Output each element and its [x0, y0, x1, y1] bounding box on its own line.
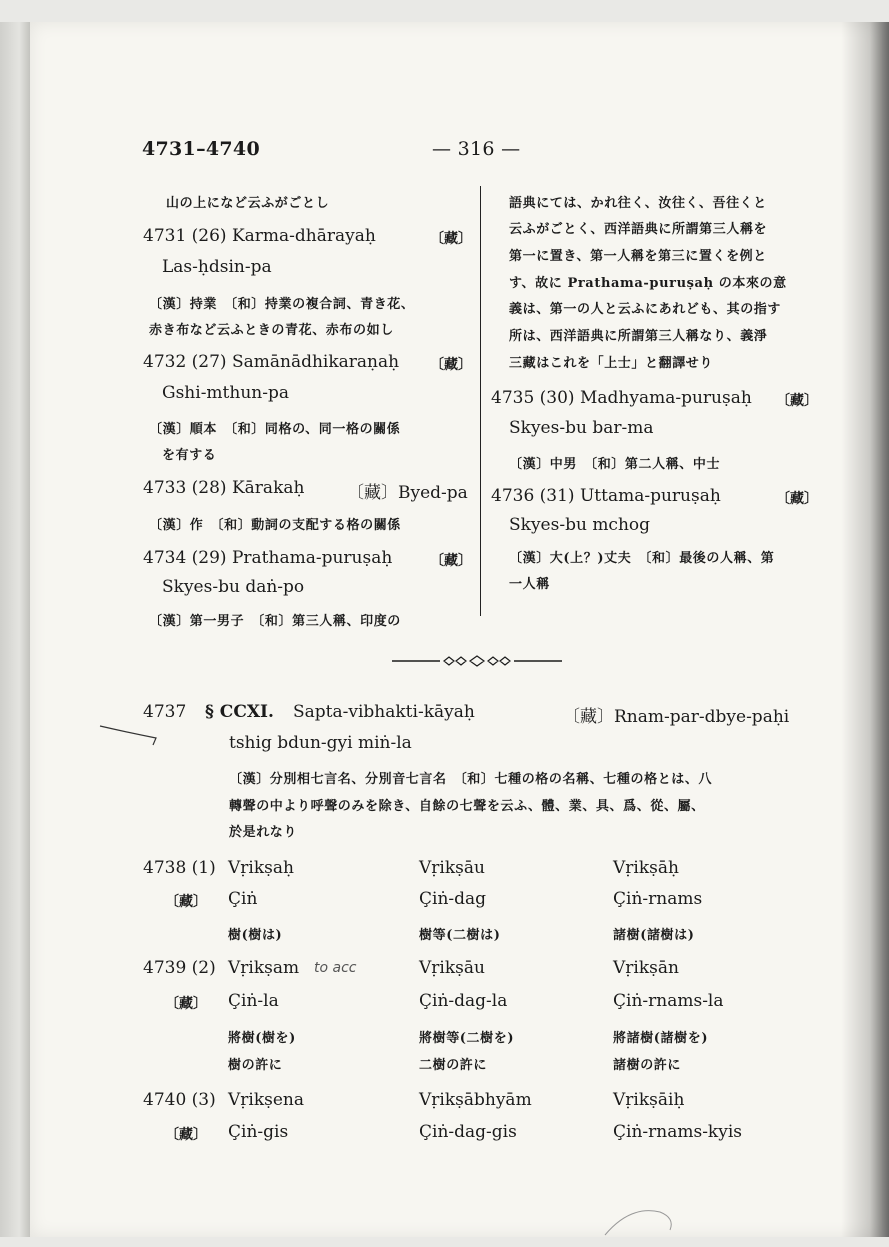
entry-4734-tibetan-tag: 〔藏〕	[430, 553, 472, 569]
entry-4736-heading: 4736 (31) Uttama-puruṣaḥ	[491, 486, 721, 506]
para-line-7: 三藏はこれを「上士」と翻譯せり	[509, 356, 714, 371]
entry-4737-gloss-line1: 〔漢〕分別相七言名、分別音七言名 〔和〕七種の格の名稱、七種の格とは、八	[229, 772, 713, 787]
entry-4734-tibetan: Skyes-bu daṅ-po	[162, 577, 305, 597]
entry-4731-gloss-line2: 赤き布など云ふときの青花、赤布の如し	[149, 323, 394, 338]
entry-4738-singular: Vṛikṣaḥ	[228, 858, 294, 878]
entry-4738-tibetan-dual: Çiṅ-dag	[419, 889, 487, 909]
column-divider	[480, 186, 481, 616]
entry-range-header: 4731–4740	[142, 138, 260, 160]
entry-4731-tibetan-tag: 〔藏〕	[430, 231, 472, 247]
stray-pen-mark	[600, 1200, 690, 1240]
entry-4732-tibetan-tag: 〔藏〕	[430, 357, 472, 373]
entry-4739-plural: Vṛikṣān	[613, 958, 679, 978]
entry-4735-gloss-line1: 〔漢〕中男 〔和〕第二人稱、中士	[509, 457, 721, 472]
entry-4740-dual: Vṛikṣābhyām	[419, 1090, 532, 1110]
page-number: — 316 —	[432, 138, 521, 160]
entry-4733-heading: 4733 (28) Kārakaḥ	[143, 478, 305, 498]
entry-4740-plural: Vṛikṣāiḥ	[613, 1090, 685, 1110]
entry-4739-tibetan-singular: Çiṅ-la	[228, 991, 279, 1011]
entry-4735-tibetan-tag: 〔藏〕	[776, 393, 818, 409]
para-line-1: 語典にては、かれ往く、汝往く、吾往くと	[509, 196, 767, 211]
entry-4740-singular: Vṛikṣena	[228, 1090, 305, 1110]
entry-4736-tibetan: Skyes-bu mchog	[509, 515, 651, 535]
entry-4740-tibetan-tag: 〔藏〕	[165, 1127, 207, 1143]
entry-4731-gloss-line1: 〔漢〕持業 〔和〕持業の複合詞、青き花、	[149, 297, 415, 312]
entry-4738-tibetan-plural: Çiṅ-rnams	[613, 889, 703, 909]
entry-4732-gloss-line1: 〔漢〕順本 〔和〕同格の、同一格の關係	[149, 422, 401, 437]
handwritten-margin-note: to acc	[314, 960, 357, 976]
entry-4735-heading: 4735 (30) Madhyama-puruṣaḥ	[491, 388, 752, 408]
margin-pen-mark	[98, 718, 162, 748]
entry-4739-tibetan-tag: 〔藏〕	[165, 996, 207, 1012]
entry-4738-gloss-singular: 樹(樹は)	[228, 928, 283, 943]
entry-4738-gloss-dual: 樹等(二樹は)	[419, 928, 501, 943]
entry-4738-tibetan-singular: Çiṅ	[228, 889, 258, 909]
entry-4739-gloss-dual-a: 將樹等(二樹を)	[419, 1031, 515, 1046]
entry-4739-dual: Vṛikṣāu	[419, 958, 485, 978]
continuation-line: 山の上になど云ふがごとし	[166, 196, 330, 211]
entry-4733-tibetan: 〔藏〕Byed-pa	[347, 483, 468, 503]
entry-4737-gloss-line3: 於是れなり	[229, 825, 298, 840]
entry-4738-dual: Vṛikṣāu	[419, 858, 485, 878]
entry-4739-gloss-plural-a: 將諸樹(諸樹を)	[613, 1031, 709, 1046]
page-edge-shadow	[841, 22, 889, 1237]
entry-4739-number: 4739 (2)	[143, 958, 216, 978]
entry-4740-number: 4740 (3)	[143, 1090, 216, 1110]
entry-4737-section: § CCXI.	[205, 702, 274, 722]
entry-4737-sanskrit: Sapta-vibhakti-kāyaḥ	[293, 702, 475, 722]
entry-4739-gloss-singular-b: 樹の許に	[228, 1058, 283, 1073]
entry-4739-gloss-singular-a: 將樹(樹を)	[228, 1031, 296, 1046]
entry-4737-tibetan-line2: tshig bdun-gyi miṅ-la	[229, 733, 412, 753]
entry-4733-gloss-line1: 〔漢〕作 〔和〕動詞の支配する格の關係	[149, 518, 401, 533]
entry-4731-tibetan: Las-ḥdsin-pa	[162, 257, 272, 277]
section-ornament	[392, 655, 562, 667]
entry-4738-plural: Vṛikṣāḥ	[613, 858, 679, 878]
para-line-6: 所は、西洋語典に所謂第三人稱なり、義淨	[509, 329, 768, 344]
entry-4737-number: 4737	[143, 702, 187, 722]
entry-4732-gloss-line2: を有する	[162, 448, 217, 463]
para-line-4: す、故に Prathama-puruṣaḥ の本來の意	[509, 276, 787, 291]
entry-4735-tibetan: Skyes-bu bar-ma	[509, 418, 654, 438]
book-binding	[0, 22, 32, 1237]
entry-4738-gloss-plural: 諸樹(諸樹は)	[613, 928, 695, 943]
entry-4736-tibetan-tag: 〔藏〕	[776, 491, 818, 507]
entry-4737-gloss-line2: 轉聲の中より呼聲のみを除き、自餘の七聲を云ふ、體、業、具、爲、從、屬、	[229, 799, 705, 814]
entry-4740-tibetan-plural: Çiṅ-rnams-kyis	[613, 1122, 743, 1142]
entry-4737-tibetan: 〔藏〕Rnam-par-dbye-paḥi	[563, 707, 790, 727]
entry-4736-gloss-line1: 〔漢〕大(上？)丈夫 〔和〕最後の人稱、第	[509, 551, 775, 566]
entry-4738-tibetan-tag: 〔藏〕	[165, 894, 207, 910]
entry-4734-gloss-line1: 〔漢〕第一男子 〔和〕第三人稱、印度の	[149, 614, 401, 629]
para-line-2: 云ふがごとく、西洋語典に所謂第三人稱を	[509, 222, 768, 237]
entry-4739-tibetan-plural: Çiṅ-rnams-la	[613, 991, 724, 1011]
entry-4739-singular: Vṛikṣam	[228, 958, 300, 978]
para-line-5: 義は、第一の人と云ふにあれども、其の指す	[509, 302, 782, 317]
entry-4732-heading: 4732 (27) Samānādhikaraṇaḥ	[143, 352, 400, 372]
entry-4739-gloss-dual-b: 二樹の許に	[419, 1058, 488, 1073]
para-line-3: 第一に置き、第一人稱を第三に置くを例と	[509, 249, 767, 264]
entry-4732-tibetan: Gshi-mthun-pa	[162, 383, 289, 403]
entry-4739-tibetan-dual: Çiṅ-dag-la	[419, 991, 508, 1011]
entry-4738-number: 4738 (1)	[143, 858, 216, 878]
entry-4740-tibetan-singular: Çiṅ-gis	[228, 1122, 289, 1142]
entry-4731-heading: 4731 (26) Karma-dhārayaḥ	[143, 226, 376, 246]
entry-4736-gloss-line2: 一人稱	[509, 577, 550, 592]
entry-4734-heading: 4734 (29) Prathama-puruṣaḥ	[143, 548, 393, 568]
entry-4739-gloss-plural-b: 諸樹の許に	[613, 1058, 682, 1073]
entry-4740-tibetan-dual: Çiṅ-dag-gis	[419, 1122, 517, 1142]
